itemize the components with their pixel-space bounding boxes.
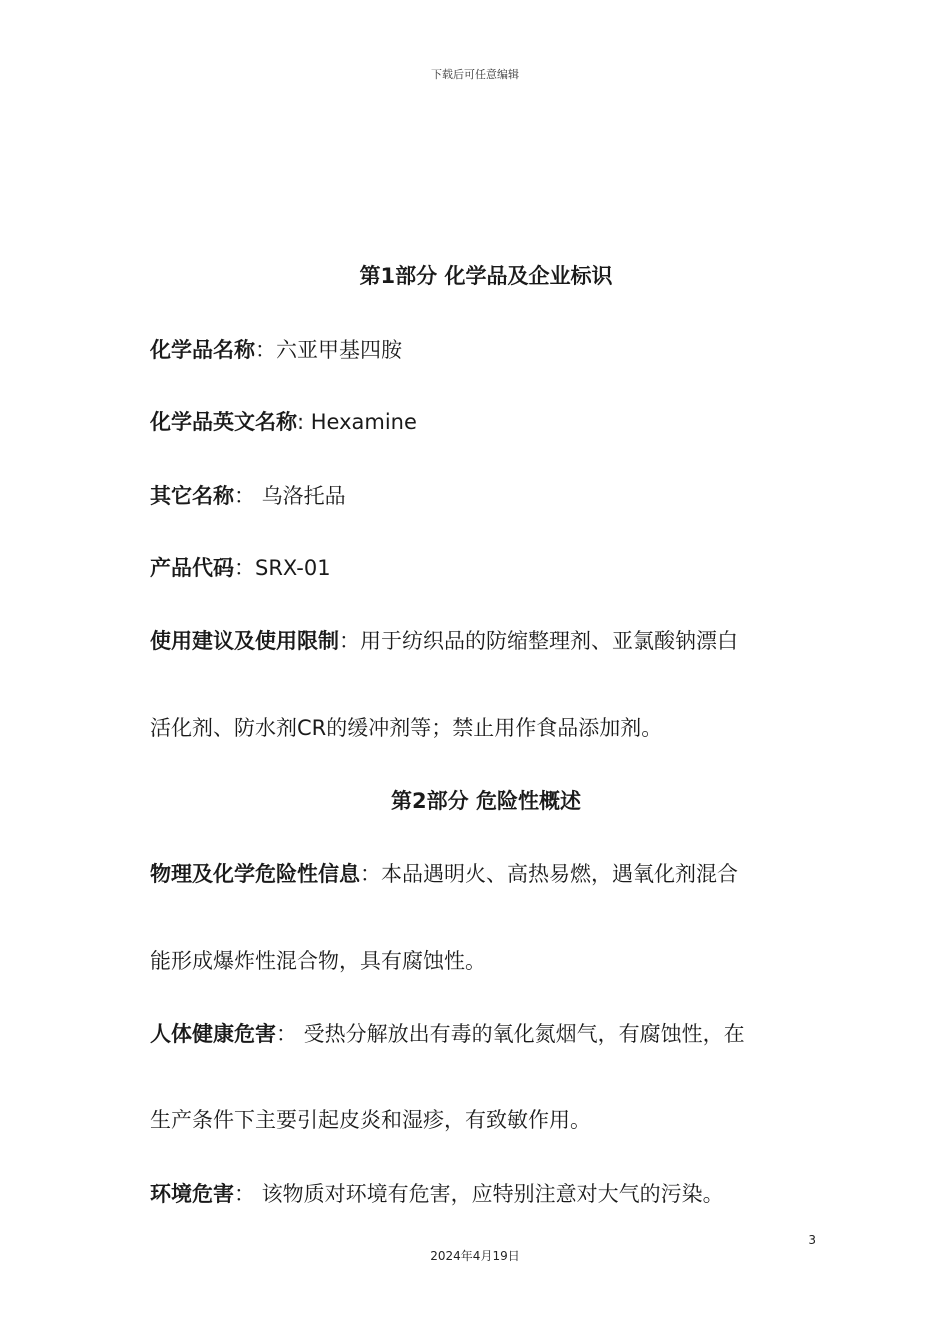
environment-hazard-field	[150, 1178, 830, 1208]
usage-continuation: 活化剂、防水剂CR的缓冲剂等；禁止用作食品添加剂。	[150, 716, 663, 740]
chemical-name-field	[150, 334, 830, 364]
environment-hazard-label: 环境危害	[150, 1182, 234, 1206]
health-hazard-label: 人体健康危害	[150, 1022, 276, 1046]
section1-title: 第1部分 化学品及企业标识	[359, 264, 613, 288]
usage-value: ：用于纺织品的防缩整理剂、亚氯酸钠漂白	[339, 629, 738, 653]
physical-hazard-continuation: 能形成爆炸性混合物，具有腐蚀性。	[150, 949, 486, 973]
health-hazard-value: ： 受热分解放出有毒的氧化氮烟气，有腐蚀性，在	[276, 1022, 745, 1046]
physical-hazard-value: ：本品遇明火、高热易燃，遇氧化剂混合	[360, 862, 738, 886]
other-names-field	[150, 480, 830, 510]
english-name-label: 化学品英文名称	[150, 410, 297, 434]
product-code-value: ：SRX-01	[234, 556, 331, 580]
chemical-name-label: 化学品名称	[150, 338, 255, 362]
physical-hazard-label: 物理及化学危险性信息	[150, 862, 360, 886]
page-number: 3	[808, 1233, 816, 1247]
health-hazard-continuation: 生产条件下主要引起皮炎和湿疹，有致敏作用。	[150, 1108, 591, 1132]
other-names-value: ： 乌洛托品	[234, 484, 346, 508]
english-name-field	[150, 406, 830, 436]
product-code-label: 产品代码	[150, 556, 234, 580]
usage-field	[150, 625, 830, 655]
environment-hazard-value: ： 该物质对环境有危害，应特别注意对大气的污染。	[234, 1182, 724, 1206]
section2-title: 第2部分 危险性概述	[391, 789, 581, 813]
physical-hazard-field	[150, 858, 830, 888]
other-names-label: 其它名称	[150, 484, 234, 508]
english-name-value: : Hexamine	[297, 410, 417, 434]
health-hazard-field	[150, 1018, 830, 1048]
header-note: 下载后可任意编辑	[431, 68, 519, 81]
footer-date: 2024年4月19日	[430, 1249, 520, 1263]
chemical-name-value: ：六亚甲基四胺	[255, 338, 402, 362]
usage-label: 使用建议及使用限制	[150, 629, 339, 653]
product-code-field	[150, 552, 830, 582]
